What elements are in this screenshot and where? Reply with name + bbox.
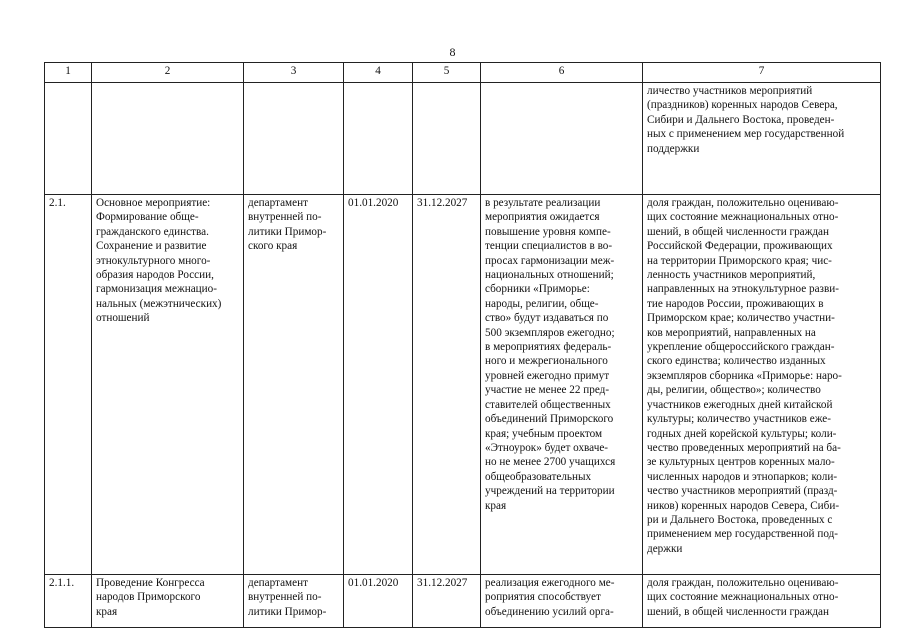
expected-result: реализация ежегодного ме- роприятия способствует объединению усилий орга-: [481, 575, 643, 628]
empty-cell: [344, 83, 413, 195]
empty-cell: [244, 83, 344, 195]
empty-cell: [481, 83, 643, 195]
indicators-cell: доля граждан, положительно оцениваю- щих состояние межнациональных отно- шений, в общей численности граждан Российской Федерации, проживающих на территории Приморского края; чис- ленность участников мероприятий, направленных на этнокультурное разви- тие народов России, проживающих в Приморском крае; количество участни- ков мероприятий, направленных на укрепление общероссийского граждан- ского единства; количество изданных экземпляров сборника «Приморье: наро- ды, религии, общество»; количество участников ежегодных дней китайской культуры; количество участников еже- годных дней корейской культуры; коли- чество проведенных мероприятий на ба- зе культурных центров коренных мало- численных народов и этнопарков; коли- чество участников мероприятий (празд- ников) коренных народов Севера, Сиби- ри и Дальнего Востока, проведенных с применением мер государственной под- держки: [643, 195, 881, 575]
row-number: 2.1.1.: [45, 575, 92, 628]
indicators-cell: доля граждан, положительно оцениваю- щих состояние межнациональных отно- шений, в общей численности граждан: [643, 575, 881, 628]
empty-cell: [413, 83, 481, 195]
header-cell-6: 6: [481, 63, 643, 83]
end-date: 31.12.2027: [413, 195, 481, 575]
executor-cell: департамент внутренней по- литики Примор- ского края: [244, 195, 344, 575]
empty-cell: [45, 83, 92, 195]
header-cell-7: 7: [643, 63, 881, 83]
table-row: [45, 195, 881, 575]
program-activities-table: [44, 62, 881, 628]
activity-name: Основное мероприятие: Формирование обще- гражданского единства. Сохранение и развитие этнокультурного много- образия народов России, гармонизация межнацио- нальных (межэтнических) отношений: [92, 195, 244, 575]
start-date: 01.01.2020: [344, 575, 413, 628]
header-row: [45, 63, 881, 83]
page-number: 8: [449, 45, 456, 59]
header-cell-4: 4: [344, 63, 413, 83]
header-cell-1: 1: [45, 63, 92, 83]
empty-cell: [92, 83, 244, 195]
table-row: [45, 575, 881, 628]
activity-name: Проведение Конгресса народов Приморского края: [92, 575, 244, 628]
indicators-cell: личество участников мероприятий (праздников) коренных народов Севера, Сибири и Дальнего Востока, проведен- ных с применением мер государственной поддержки: [643, 83, 881, 195]
header-cell-3: 3: [244, 63, 344, 83]
header-cell-2: 2: [92, 63, 244, 83]
executor-cell: департамент внутренней по- литики Примор-: [244, 575, 344, 628]
header-cell-5: 5: [413, 63, 481, 83]
end-date: 31.12.2027: [413, 575, 481, 628]
continuation-row: [45, 83, 881, 195]
start-date: 01.01.2020: [344, 195, 413, 575]
row-number: 2.1.: [45, 195, 92, 575]
expected-result: в результате реализации мероприятия ожидается повышение уровня компе- тенции специалистов в во- просах гармонизации меж- национальных отношений; сборники «Приморье: народы, религии, обще- ство» будут издаваться по 500 экземпляров ежегодно; в мероприятиях федераль- ного и межрегионального уровней ежегодно примут участие не менее 22 пред- ставителей общественных объединений Приморского края; учебным проектом «Этноурок» будет охваче- но не менее 2700 учащихся общеобразовательных учреждений на территории края: [481, 195, 643, 575]
